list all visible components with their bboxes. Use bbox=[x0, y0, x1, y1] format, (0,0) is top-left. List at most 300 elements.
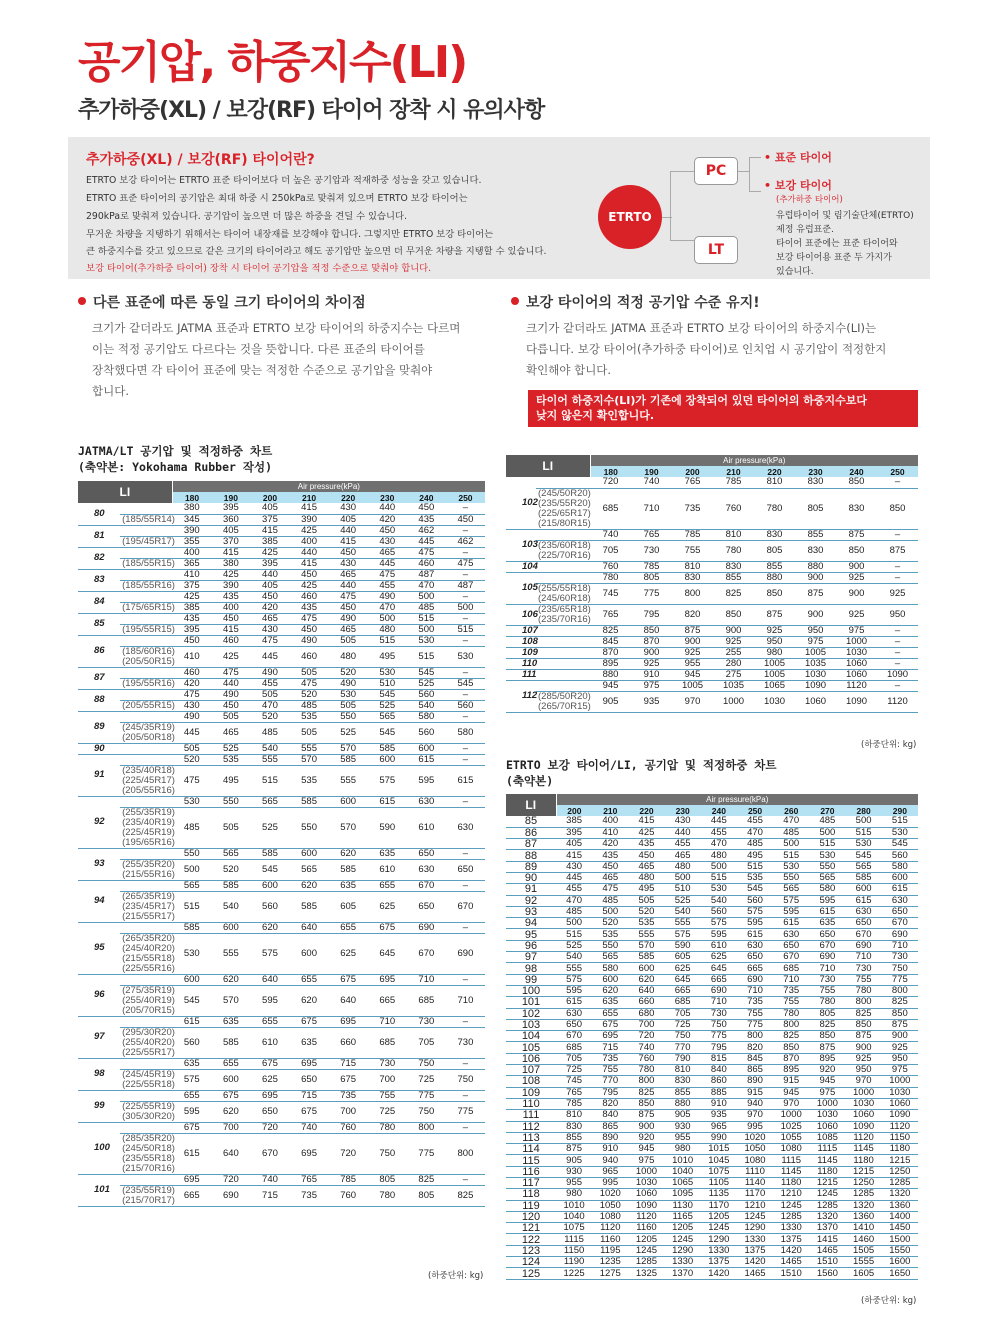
load-cell: 450 bbox=[172, 635, 211, 646]
pressure-header: 260 bbox=[773, 805, 809, 816]
li-value: 108 bbox=[506, 636, 536, 647]
pressure-header: 230 bbox=[665, 805, 701, 816]
load-cell: 685 bbox=[590, 488, 631, 529]
load-cell: 515 bbox=[882, 816, 918, 827]
load-cell: 1160 bbox=[592, 1234, 628, 1245]
tire-sizes bbox=[536, 647, 590, 658]
load-cell: 580 bbox=[407, 711, 446, 722]
load-cell: 640 bbox=[290, 922, 329, 933]
lt-box: LT bbox=[694, 236, 738, 264]
load-cell: 1375 bbox=[773, 1234, 809, 1245]
load-cell: 655 bbox=[290, 974, 329, 985]
table-row bbox=[78, 678, 485, 689]
load-cell: 490 bbox=[368, 591, 407, 602]
connector-line bbox=[670, 171, 671, 240]
load-cell: 695 bbox=[329, 1016, 368, 1027]
load-cell: 1420 bbox=[773, 1245, 809, 1256]
load-cell: 375 bbox=[172, 580, 211, 591]
load-cell: 530 bbox=[846, 839, 882, 850]
load-cell: 650 bbox=[407, 891, 446, 922]
load-cell: 445 bbox=[172, 722, 211, 743]
load-cell: 665 bbox=[701, 974, 737, 985]
load-cell: 445 bbox=[701, 816, 737, 827]
load-cell: 745 bbox=[556, 1076, 592, 1087]
tire-sizes bbox=[120, 848, 172, 859]
load-cell: 1085 bbox=[809, 1132, 845, 1143]
load-cell: – bbox=[877, 647, 918, 658]
li-value: 107 bbox=[506, 1065, 556, 1076]
pressure-header: 250 bbox=[446, 492, 485, 503]
load-cell: 575 bbox=[250, 933, 289, 974]
load-cell: 505 bbox=[290, 667, 329, 678]
load-cell: 520 bbox=[211, 859, 250, 880]
load-cell: 1030 bbox=[795, 669, 836, 680]
load-cell: 1290 bbox=[665, 1245, 701, 1256]
load-cell: 1115 bbox=[809, 1144, 845, 1155]
pressure-header: 210 bbox=[592, 805, 628, 816]
li-value: 94 bbox=[506, 918, 556, 929]
load-cell: 1605 bbox=[846, 1268, 882, 1279]
load-cell: 750 bbox=[407, 1101, 446, 1122]
li-value: 85 bbox=[506, 816, 556, 827]
load-cell: 490 bbox=[211, 689, 250, 700]
load-cell: 1410 bbox=[846, 1223, 882, 1234]
table-row bbox=[78, 1122, 485, 1133]
load-cell: 780 bbox=[590, 572, 631, 583]
li-value: 96 bbox=[78, 974, 120, 1016]
left-heading: 다른 표준에 따른 동일 크기 타이어의 차이점 bbox=[78, 292, 366, 312]
load-cell: 620 bbox=[250, 922, 289, 933]
load-cell: 645 bbox=[665, 974, 701, 985]
load-cell: 500 bbox=[592, 906, 628, 917]
load-cell: 480 bbox=[329, 646, 368, 667]
load-cell: 415 bbox=[290, 503, 329, 514]
load-cell: 755 bbox=[672, 540, 713, 561]
load-cell: 595 bbox=[172, 1101, 211, 1122]
load-cell: 480 bbox=[368, 624, 407, 635]
load-cell: 555 bbox=[556, 963, 592, 974]
load-cell: 1060 bbox=[628, 1189, 664, 1200]
table-row bbox=[506, 906, 918, 917]
load-cell: 600 bbox=[329, 796, 368, 807]
load-cell: 475 bbox=[172, 689, 211, 700]
page-subtitle: 추가하중(XL) / 보강(RF) 타이어 장착 시 유의사항 bbox=[78, 98, 545, 123]
li-value: 110 bbox=[506, 658, 536, 669]
load-cell: 545 bbox=[846, 850, 882, 861]
table-row bbox=[78, 891, 485, 922]
load-cell: 675 bbox=[592, 1019, 628, 1030]
tire-sizes: (185/55R15) bbox=[122, 557, 175, 569]
load-cell: 630 bbox=[846, 906, 882, 917]
load-cell: 445 bbox=[407, 536, 446, 547]
table-row bbox=[506, 669, 918, 680]
load-cell: 450 bbox=[407, 503, 446, 514]
load-cell: 875 bbox=[882, 1019, 918, 1030]
load-cell: – bbox=[877, 680, 918, 691]
load-cell: 1030 bbox=[836, 647, 877, 658]
load-cell: 795 bbox=[631, 604, 672, 625]
load-cell: 830 bbox=[672, 572, 713, 583]
table-row bbox=[506, 1076, 918, 1087]
load-cell: 730 bbox=[446, 1027, 485, 1058]
load-cell: 815 bbox=[701, 1053, 737, 1064]
load-cell: 600 bbox=[211, 1069, 250, 1090]
load-cell: 420 bbox=[250, 602, 289, 613]
tire-sizes bbox=[536, 636, 590, 647]
load-cell: 650 bbox=[846, 918, 882, 929]
load-cell: 690 bbox=[446, 933, 485, 974]
li-value: 101 bbox=[506, 997, 556, 1008]
load-cell: 625 bbox=[701, 952, 737, 963]
load-cell: 700 bbox=[368, 1069, 407, 1090]
load-cell: 1190 bbox=[556, 1257, 592, 1268]
load-cell: 780 bbox=[368, 1122, 407, 1133]
load-cell: 475 bbox=[172, 765, 211, 796]
load-cell: 740 bbox=[628, 1042, 664, 1053]
load-cell: 450 bbox=[329, 547, 368, 558]
load-cell: 525 bbox=[407, 678, 446, 689]
load-cell: 560 bbox=[407, 689, 446, 700]
jatma-load-table-continued bbox=[506, 455, 918, 713]
load-cell: 940 bbox=[737, 1098, 773, 1109]
tire-sizes bbox=[120, 591, 172, 602]
etrto-unit: (하중단위: kg) bbox=[861, 1296, 917, 1306]
li-header: LI bbox=[78, 481, 172, 503]
load-cell: 1145 bbox=[809, 1155, 845, 1166]
load-cell: 455 bbox=[737, 816, 773, 827]
load-cell: 1325 bbox=[628, 1268, 664, 1279]
load-cell: 1160 bbox=[628, 1223, 664, 1234]
load-cell: 780 bbox=[846, 985, 882, 996]
load-cell: 390 bbox=[290, 514, 329, 525]
load-cell: 720 bbox=[250, 1122, 289, 1133]
load-cell: 1170 bbox=[701, 1200, 737, 1211]
load-cell: 925 bbox=[713, 636, 754, 647]
load-cell: 785 bbox=[329, 1174, 368, 1185]
load-cell: 715 bbox=[250, 1185, 289, 1206]
load-cell: 515 bbox=[809, 839, 845, 850]
load-cell: 580 bbox=[809, 884, 845, 895]
etrto-circle: ETRTO bbox=[598, 185, 662, 249]
load-cell: 1090 bbox=[628, 1200, 664, 1211]
load-cell: 1015 bbox=[701, 1144, 737, 1155]
load-cell: 515 bbox=[773, 850, 809, 861]
tire-sizes: (185/55R16) bbox=[122, 579, 175, 591]
load-cell: – bbox=[446, 743, 485, 754]
table-row bbox=[78, 602, 485, 613]
etrto-load-table bbox=[506, 794, 918, 1280]
load-cell: – bbox=[446, 613, 485, 624]
load-cell: 545 bbox=[446, 678, 485, 689]
load-cell: 775 bbox=[407, 1090, 446, 1101]
tire-sizes bbox=[120, 796, 172, 807]
load-cell: 505 bbox=[628, 895, 664, 906]
load-cell: 505 bbox=[329, 700, 368, 711]
load-cell: 670 bbox=[407, 933, 446, 974]
load-cell: 585 bbox=[211, 880, 250, 891]
load-cell: 665 bbox=[368, 985, 407, 1016]
load-cell: 775 bbox=[737, 1019, 773, 1030]
li-value: 88 bbox=[78, 689, 120, 711]
load-cell: 795 bbox=[701, 1042, 737, 1053]
table-row bbox=[506, 1110, 918, 1121]
load-cell: 1210 bbox=[737, 1200, 773, 1211]
load-cell: 487 bbox=[407, 569, 446, 580]
load-cell: 675 bbox=[329, 1069, 368, 1090]
load-cell: 1465 bbox=[809, 1245, 845, 1256]
li-value: 98 bbox=[506, 963, 556, 974]
table-row bbox=[506, 1144, 918, 1155]
load-cell: 440 bbox=[211, 678, 250, 689]
load-cell: 645 bbox=[368, 933, 407, 974]
li-value: 91 bbox=[78, 754, 120, 796]
load-cell: 900 bbox=[795, 604, 836, 625]
load-cell: 520 bbox=[250, 711, 289, 722]
table-row bbox=[506, 1234, 918, 1245]
jatma-unit: (하중단위: kg) bbox=[428, 1271, 484, 1281]
table-row bbox=[506, 827, 918, 838]
table-row bbox=[506, 1245, 918, 1256]
right-paragraph bbox=[526, 318, 918, 381]
load-cell: 650 bbox=[882, 906, 918, 917]
load-cell: 535 bbox=[211, 754, 250, 765]
load-cell: 620 bbox=[329, 848, 368, 859]
load-cell: 1375 bbox=[737, 1245, 773, 1256]
load-cell: 545 bbox=[368, 689, 407, 700]
pressure-header: 180 bbox=[590, 466, 631, 477]
load-cell: 1320 bbox=[846, 1200, 882, 1211]
load-cell: 900 bbox=[672, 636, 713, 647]
load-cell: 825 bbox=[628, 1087, 664, 1098]
li-value: 121 bbox=[506, 1223, 556, 1234]
load-cell: 695 bbox=[290, 1133, 329, 1174]
load-cell: 485 bbox=[592, 895, 628, 906]
load-cell: 615 bbox=[172, 1016, 211, 1027]
load-cell: 775 bbox=[631, 583, 672, 604]
load-cell: 740 bbox=[631, 477, 672, 488]
load-cell: 370 bbox=[211, 536, 250, 547]
table-row bbox=[78, 624, 485, 635]
load-cell: 875 bbox=[556, 1144, 592, 1155]
load-cell: 830 bbox=[795, 477, 836, 488]
info-warning-line: 보강 타이어(추가하중 타이어) 장착 시 타이어 공기압을 적정 수준으로 맞춰야 합니다. bbox=[86, 263, 432, 274]
load-cell: 720 bbox=[211, 1174, 250, 1185]
load-cell: – bbox=[877, 625, 918, 636]
load-cell: 395 bbox=[211, 503, 250, 514]
load-cell: 805 bbox=[407, 1185, 446, 1206]
load-cell: 600 bbox=[628, 963, 664, 974]
load-cell: 590 bbox=[665, 940, 701, 951]
load-cell: 650 bbox=[737, 952, 773, 963]
load-cell: 740 bbox=[290, 1122, 329, 1133]
li-header: LI bbox=[506, 455, 590, 477]
tire-sizes bbox=[120, 689, 172, 700]
load-cell: 1450 bbox=[882, 1223, 918, 1234]
load-cell: 610 bbox=[250, 1027, 289, 1058]
li-value: 117 bbox=[506, 1178, 556, 1189]
load-cell: 1120 bbox=[846, 1132, 882, 1143]
load-cell: 565 bbox=[250, 796, 289, 807]
connector-line bbox=[662, 217, 672, 218]
etrto-desc: 타이어 표준에는 표준 타이어와 bbox=[776, 239, 898, 249]
load-cell: 755 bbox=[737, 1008, 773, 1019]
table-row bbox=[78, 667, 485, 678]
load-cell: 535 bbox=[628, 918, 664, 929]
table-row bbox=[78, 591, 485, 602]
tire-sizes: (175/65R15) bbox=[122, 601, 175, 613]
tire-sizes bbox=[120, 974, 172, 985]
load-cell: 545 bbox=[407, 667, 446, 678]
load-cell: 1040 bbox=[665, 1166, 701, 1177]
load-cell: – bbox=[446, 503, 485, 514]
load-cell: 415 bbox=[290, 558, 329, 569]
table-row bbox=[78, 646, 485, 667]
li-value: 112 bbox=[506, 1121, 556, 1132]
load-cell: 765 bbox=[672, 477, 713, 488]
li-value: 111 bbox=[506, 1110, 556, 1121]
load-cell: 420 bbox=[368, 514, 407, 525]
li-value: 91 bbox=[506, 884, 556, 895]
load-cell: 690 bbox=[407, 922, 446, 933]
load-cell: 470 bbox=[407, 580, 446, 591]
load-cell: 495 bbox=[211, 765, 250, 796]
load-cell: 625 bbox=[665, 963, 701, 974]
load-cell: 1180 bbox=[809, 1166, 845, 1177]
load-cell: 1145 bbox=[773, 1166, 809, 1177]
load-cell: 470 bbox=[250, 700, 289, 711]
tire-sizes: (225/55R19) (305/30R20) bbox=[122, 1100, 175, 1122]
load-cell: 470 bbox=[368, 602, 407, 613]
load-cell: 695 bbox=[368, 974, 407, 985]
load-cell: 830 bbox=[556, 1121, 592, 1132]
load-cell: – bbox=[877, 529, 918, 540]
load-cell: 1285 bbox=[773, 1211, 809, 1222]
table-row bbox=[506, 952, 918, 963]
li-value: 107 bbox=[506, 625, 536, 636]
load-cell: 405 bbox=[329, 514, 368, 525]
tire-sizes bbox=[120, 1090, 172, 1101]
table-row bbox=[506, 884, 918, 895]
load-cell: 1140 bbox=[737, 1178, 773, 1189]
load-cell: 595 bbox=[773, 906, 809, 917]
load-cell: 830 bbox=[795, 540, 836, 561]
load-cell: 900 bbox=[836, 583, 877, 604]
load-cell: 680 bbox=[628, 1008, 664, 1019]
load-cell: 810 bbox=[672, 561, 713, 572]
load-cell: 595 bbox=[737, 918, 773, 929]
table-row bbox=[78, 689, 485, 700]
load-cell: 730 bbox=[368, 1058, 407, 1069]
table-row bbox=[506, 561, 918, 572]
load-cell: 1360 bbox=[882, 1200, 918, 1211]
table-row bbox=[506, 985, 918, 996]
load-cell: 500 bbox=[407, 624, 446, 635]
load-cell: 805 bbox=[631, 572, 672, 583]
load-cell: 875 bbox=[809, 1042, 845, 1053]
load-cell: 875 bbox=[846, 1031, 882, 1042]
table-row bbox=[78, 1027, 485, 1058]
load-cell: 535 bbox=[737, 872, 773, 883]
load-cell: 855 bbox=[795, 529, 836, 540]
load-cell: 1120 bbox=[882, 1121, 918, 1132]
table-row bbox=[78, 503, 485, 514]
load-cell: 570 bbox=[290, 754, 329, 765]
tire-sizes bbox=[536, 658, 590, 669]
load-cell: 720 bbox=[628, 1031, 664, 1042]
load-cell: 710 bbox=[737, 985, 773, 996]
load-cell: 975 bbox=[809, 1087, 845, 1098]
load-cell: 1030 bbox=[846, 1098, 882, 1109]
load-cell: 575 bbox=[737, 906, 773, 917]
load-cell: 915 bbox=[737, 1087, 773, 1098]
load-cell: 355 bbox=[172, 536, 211, 547]
li-value: 112 bbox=[506, 680, 536, 712]
right-line: 다릅니다. 보강 타이어(추가하중 타이어)로 인치업 시 공기압이 적정한지 bbox=[526, 342, 887, 356]
load-cell: 640 bbox=[250, 974, 289, 985]
load-cell: 570 bbox=[329, 807, 368, 848]
load-cell: 850 bbox=[773, 1042, 809, 1053]
load-cell: 520 bbox=[172, 754, 211, 765]
tire-sizes bbox=[120, 547, 172, 558]
load-cell: 1465 bbox=[773, 1257, 809, 1268]
load-cell: 900 bbox=[631, 647, 672, 658]
load-cell: 750 bbox=[368, 1133, 407, 1174]
load-cell: 465 bbox=[211, 722, 250, 743]
load-cell: 390 bbox=[211, 580, 250, 591]
load-cell: 610 bbox=[407, 807, 446, 848]
load-cell: 650 bbox=[446, 859, 485, 880]
load-cell: 1005 bbox=[672, 680, 713, 691]
alert-line: 타이어 하중지수(LI)가 기존에 장착되어 있던 타이어의 하중지수보다 bbox=[536, 394, 868, 407]
pressure-header: 190 bbox=[631, 466, 672, 477]
load-cell: 585 bbox=[329, 754, 368, 765]
load-cell: 850 bbox=[628, 1098, 664, 1109]
tire-sizes: (245/35R19) (205/50R18) bbox=[122, 721, 175, 743]
load-cell: 520 bbox=[592, 918, 628, 929]
load-cell: 365 bbox=[172, 558, 211, 569]
load-cell: 830 bbox=[713, 561, 754, 572]
pressure-header: 200 bbox=[250, 492, 289, 503]
li-value: 106 bbox=[506, 604, 536, 625]
load-cell: 1275 bbox=[592, 1268, 628, 1279]
table-row bbox=[78, 536, 485, 547]
jatma-caption-line: JATMA/LT 공기압 및 적정하중 차트 bbox=[78, 444, 273, 458]
load-cell: 875 bbox=[877, 540, 918, 561]
table-row bbox=[506, 1257, 918, 1268]
load-cell: 585 bbox=[172, 922, 211, 933]
table-row bbox=[506, 1211, 918, 1222]
load-cell: – bbox=[877, 477, 918, 488]
load-cell: 475 bbox=[446, 558, 485, 569]
li-value: 106 bbox=[506, 1053, 556, 1064]
load-cell: 1035 bbox=[713, 680, 754, 691]
load-cell: 1060 bbox=[795, 691, 836, 712]
load-cell: 755 bbox=[846, 974, 882, 985]
load-cell: 655 bbox=[329, 922, 368, 933]
connector-line bbox=[738, 171, 750, 172]
pressure-header: 240 bbox=[701, 805, 737, 816]
tire-sizes: (285/35R20) (245/50R18) (235/55R18) (215/70R16) bbox=[122, 1132, 175, 1174]
table-row bbox=[78, 547, 485, 558]
load-cell: 385 bbox=[172, 602, 211, 613]
load-cell: 515 bbox=[250, 765, 289, 796]
load-cell: 695 bbox=[290, 1058, 329, 1069]
load-cell: 670 bbox=[773, 952, 809, 963]
load-cell: 980 bbox=[556, 1189, 592, 1200]
load-cell: 500 bbox=[773, 839, 809, 850]
connector-line bbox=[749, 157, 761, 158]
tire-sizes bbox=[536, 625, 590, 636]
